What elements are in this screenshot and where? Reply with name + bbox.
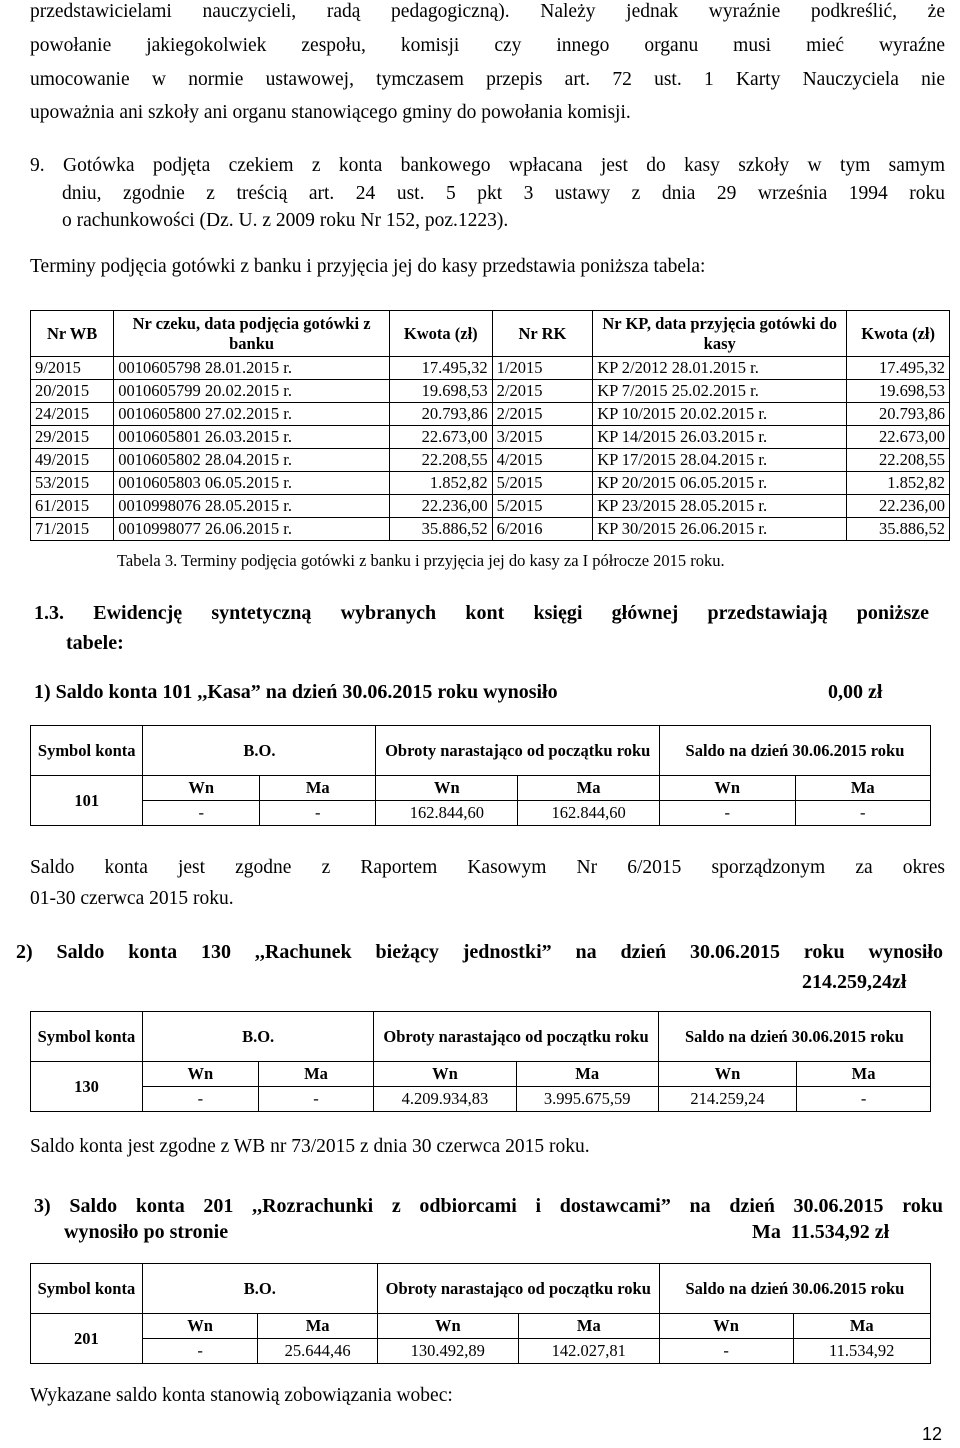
- table-cell: 4/2015: [492, 449, 593, 472]
- table-row: [31, 380, 950, 403]
- account-symbol: 201: [31, 1314, 143, 1364]
- table-cell: KP 30/2015 26.06.2015 r.: [593, 518, 847, 541]
- table-cell: 0010605802 28.04.2015 r.: [114, 449, 390, 472]
- table3: [30, 310, 950, 541]
- wn-header: Wn: [374, 1062, 516, 1087]
- account-101-note: 01-30 czerwca 2015 roku.: [30, 888, 234, 909]
- ma-header: Ma: [258, 1062, 374, 1087]
- col-check: Nr czeku, data podjęcia gotówki z banku: [114, 311, 390, 357]
- saldo-header: Saldo na dzień 30.06.2015 roku: [659, 726, 930, 776]
- ma-header: Ma: [516, 1062, 658, 1087]
- table-row: [31, 495, 950, 518]
- table-cell: 22.208,55: [389, 449, 492, 472]
- wn-header: Wn: [376, 776, 518, 801]
- table-row: [31, 449, 950, 472]
- table-cell: 20.793,86: [389, 403, 492, 426]
- table-cell: KP 23/2015 28.05.2015 r.: [593, 495, 847, 518]
- amount-cell: -: [797, 1087, 931, 1112]
- table-cell: 35.886,52: [847, 518, 950, 541]
- table-cell: KP 20/2015 06.05.2015 r.: [593, 472, 847, 495]
- table-cell: 2/2015: [492, 380, 593, 403]
- table-row: [31, 518, 950, 541]
- wn-header: Wn: [658, 1062, 796, 1087]
- amount-cell: -: [142, 1087, 258, 1112]
- table-row: [31, 357, 950, 380]
- table-cell: 0010605801 26.03.2015 r.: [114, 426, 390, 449]
- table-row: [31, 426, 950, 449]
- section-heading: 1.3. Ewidencję syntetyczną wybranych kont księgi głównej przedstawiają poniższe: [34, 602, 929, 624]
- item9-line: dniu, zgodnie z treścią art. 24 ust. 5 pkt 3 ustawy z dnia 29 września 1994 roku: [62, 183, 945, 204]
- table-cell: 0010605803 06.05.2015 r.: [114, 472, 390, 495]
- paragraph-line: umocowanie w normie ustawowej, tymczasem przepis art. 72 ust. 1 Karty Nauczyciela nie: [30, 69, 945, 90]
- obroty-header: Obroty narastająco od początku roku: [377, 1264, 659, 1314]
- wn-header: Wn: [143, 776, 260, 801]
- table-cell: 3/2015: [492, 426, 593, 449]
- table-cell: KP 17/2015 28.04.2015 r.: [593, 449, 847, 472]
- item9-line: o rachunkowości (Dz. U. z 2009 roku Nr 152, poz.1223).: [62, 210, 509, 231]
- terms-intro: Terminy podjęcia gotówki z banku i przyjęcia jej do kasy przedstawia poniższa tabela:: [30, 256, 706, 277]
- account-101-table: [30, 725, 931, 826]
- table-cell: KP 14/2015 26.03.2015 r.: [593, 426, 847, 449]
- amount-cell: 130.492,89: [377, 1339, 518, 1364]
- amount-cell: -: [795, 801, 931, 826]
- amount-cell: 4.209.934,83: [374, 1087, 516, 1112]
- col-nr-rk: Nr RK: [492, 311, 593, 357]
- table-cell: 17.495,32: [847, 357, 950, 380]
- table-cell: 1.852,82: [389, 472, 492, 495]
- saldo-header: Saldo na dzień 30.06.2015 roku: [659, 1264, 930, 1314]
- account-201-amount: Ma 11.534,92 zł: [752, 1221, 890, 1243]
- account-130-note: Saldo konta jest zgodne z WB nr 73/2015 z dnia 30 czerwca 2015 roku.: [30, 1136, 590, 1157]
- table-row: [31, 403, 950, 426]
- table-cell: 2/2015: [492, 403, 593, 426]
- ma-header: Ma: [258, 1314, 377, 1339]
- table-cell: KP 7/2015 25.02.2015 r.: [593, 380, 847, 403]
- table-cell: 6/2016: [492, 518, 593, 541]
- obroty-header: Obroty narastająco od początku roku: [376, 726, 659, 776]
- table-cell: 5/2015: [492, 472, 593, 495]
- table-cell: 22.673,00: [389, 426, 492, 449]
- ma-header: Ma: [518, 1314, 659, 1339]
- table-cell: 49/2015: [31, 449, 114, 472]
- col-kp: Nr KP, data przyjęcia gotówki do kasy: [593, 311, 847, 357]
- symbol-header: Symbol konta: [31, 1012, 143, 1062]
- account-symbol: 130: [31, 1062, 143, 1112]
- table-cell: 24/2015: [31, 403, 114, 426]
- amount-cell: -: [260, 801, 376, 826]
- account-201-heading: 3) Saldo konta 201 ,,Rozrachunki z odbiorcami i dostawcami” na dzień 30.06.2015 roku: [34, 1195, 943, 1217]
- amount-cell: -: [659, 1339, 793, 1364]
- table-cell: 0010605799 20.02.2015 r.: [114, 380, 390, 403]
- table-cell: 1.852,82: [847, 472, 950, 495]
- saldo-header: Saldo na dzień 30.06.2015 roku: [658, 1012, 930, 1062]
- table-cell: 61/2015: [31, 495, 114, 518]
- col-amount: Kwota (zł): [847, 311, 950, 357]
- table-cell: KP 2/2012 28.01.2015 r.: [593, 357, 847, 380]
- table-cell: 20.793,86: [847, 403, 950, 426]
- ma-header: Ma: [260, 776, 376, 801]
- table-cell: 17.495,32: [389, 357, 492, 380]
- amount-cell: 3.995.675,59: [516, 1087, 658, 1112]
- account-101-note: Saldo konta jest zgodne z Raportem Kasowym Nr 6/2015 sporządzonym za okres: [30, 857, 945, 878]
- table-cell: 53/2015: [31, 472, 114, 495]
- table-cell: 22.236,00: [847, 495, 950, 518]
- bo-header: B.O.: [143, 726, 376, 776]
- wn-header: Wn: [377, 1314, 518, 1339]
- amount-cell: 214.259,24: [658, 1087, 796, 1112]
- wn-header: Wn: [142, 1314, 258, 1339]
- ma-header: Ma: [793, 1314, 931, 1339]
- obroty-header: Obroty narastająco od początku roku: [374, 1012, 659, 1062]
- item9-line: 9. Gotówka podjęta czekiem z konta bankowego wpłacana jest do kasy szkoły w tym samym: [30, 155, 945, 176]
- account-130-table: [30, 1011, 931, 1112]
- ma-header: Ma: [795, 776, 931, 801]
- table-cell: 0010605800 27.02.2015 r.: [114, 403, 390, 426]
- table-cell: 71/2015: [31, 518, 114, 541]
- table-cell: 0010998077 26.06.2015 r.: [114, 518, 390, 541]
- table-cell: 0010998076 28.05.2015 r.: [114, 495, 390, 518]
- account-101-heading: 1) Saldo konta 101 ,,Kasa” na dzień 30.06.2015 roku wynosiło: [34, 681, 558, 703]
- bo-header: B.O.: [142, 1264, 377, 1314]
- account-201-table: [30, 1263, 931, 1364]
- table-cell: 5/2015: [492, 495, 593, 518]
- ma-header: Ma: [797, 1062, 931, 1087]
- table-cell: 1/2015: [492, 357, 593, 380]
- table-cell: KP 10/2015 20.02.2015 r.: [593, 403, 847, 426]
- amount-cell: -: [142, 1339, 258, 1364]
- account-symbol: 101: [31, 776, 143, 826]
- amount-cell: -: [659, 801, 795, 826]
- table-cell: 22.673,00: [847, 426, 950, 449]
- ma-header: Ma: [518, 776, 660, 801]
- table-cell: 20/2015: [31, 380, 114, 403]
- amount-cell: 142.027,81: [518, 1339, 659, 1364]
- table-cell: 22.208,55: [847, 449, 950, 472]
- table-cell: 19.698,53: [389, 380, 492, 403]
- amount-cell: 11.534,92: [793, 1339, 931, 1364]
- col-amount: Kwota (zł): [389, 311, 492, 357]
- table-cell: 9/2015: [31, 357, 114, 380]
- table-cell: 19.698,53: [847, 380, 950, 403]
- symbol-header: Symbol konta: [31, 1264, 143, 1314]
- section-heading: tabele:: [66, 632, 124, 654]
- amount-cell: 162.844,60: [518, 801, 660, 826]
- table-caption: Tabela 3. Terminy podjęcia gotówki z banku i przyjęcia jej do kasy za I półrocze 2015 roku.: [117, 551, 725, 570]
- table-cell: 22.236,00: [389, 495, 492, 518]
- amount-cell: 162.844,60: [376, 801, 518, 826]
- paragraph-line: przedstawicielami nauczycieli, radą pedagogiczną). Należy jednak wyraźnie podkreślić, że: [30, 1, 945, 22]
- account-130-amount: 214.259,24zł: [802, 971, 907, 993]
- col-nr-wb: Nr WB: [31, 311, 114, 357]
- amount-cell: -: [258, 1087, 374, 1112]
- wn-header: Wn: [659, 1314, 793, 1339]
- table-row: [31, 472, 950, 495]
- paragraph-line: upoważnia ani szkoły ani organu stanowiącego gminy do powołania komisji.: [30, 102, 631, 123]
- amount-cell: 25.644,46: [258, 1339, 377, 1364]
- closing-text: Wykazane saldo konta stanowią zobowiązania wobec:: [30, 1385, 453, 1406]
- bo-header: B.O.: [142, 1012, 373, 1062]
- paragraph-line: powołanie jakiegokolwiek zespołu, komisji czy innego organu musi mieć wyraźne: [30, 35, 945, 56]
- table-cell: 0010605798 28.01.2015 r.: [114, 357, 390, 380]
- amount-cell: -: [143, 801, 260, 826]
- account-101-amount: 0,00 zł: [828, 681, 883, 703]
- table-cell: 29/2015: [31, 426, 114, 449]
- account-201-heading: wynosiło po stronie: [64, 1221, 229, 1243]
- table-cell: 35.886,52: [389, 518, 492, 541]
- page-number: 12: [921, 1424, 942, 1444]
- symbol-header: Symbol konta: [31, 726, 143, 776]
- wn-header: Wn: [142, 1062, 258, 1087]
- wn-header: Wn: [659, 776, 795, 801]
- account-130-heading: 2) Saldo konta 130 ,,Rachunek bieżący jednostki” na dzień 30.06.2015 roku wynosiło: [16, 941, 943, 963]
